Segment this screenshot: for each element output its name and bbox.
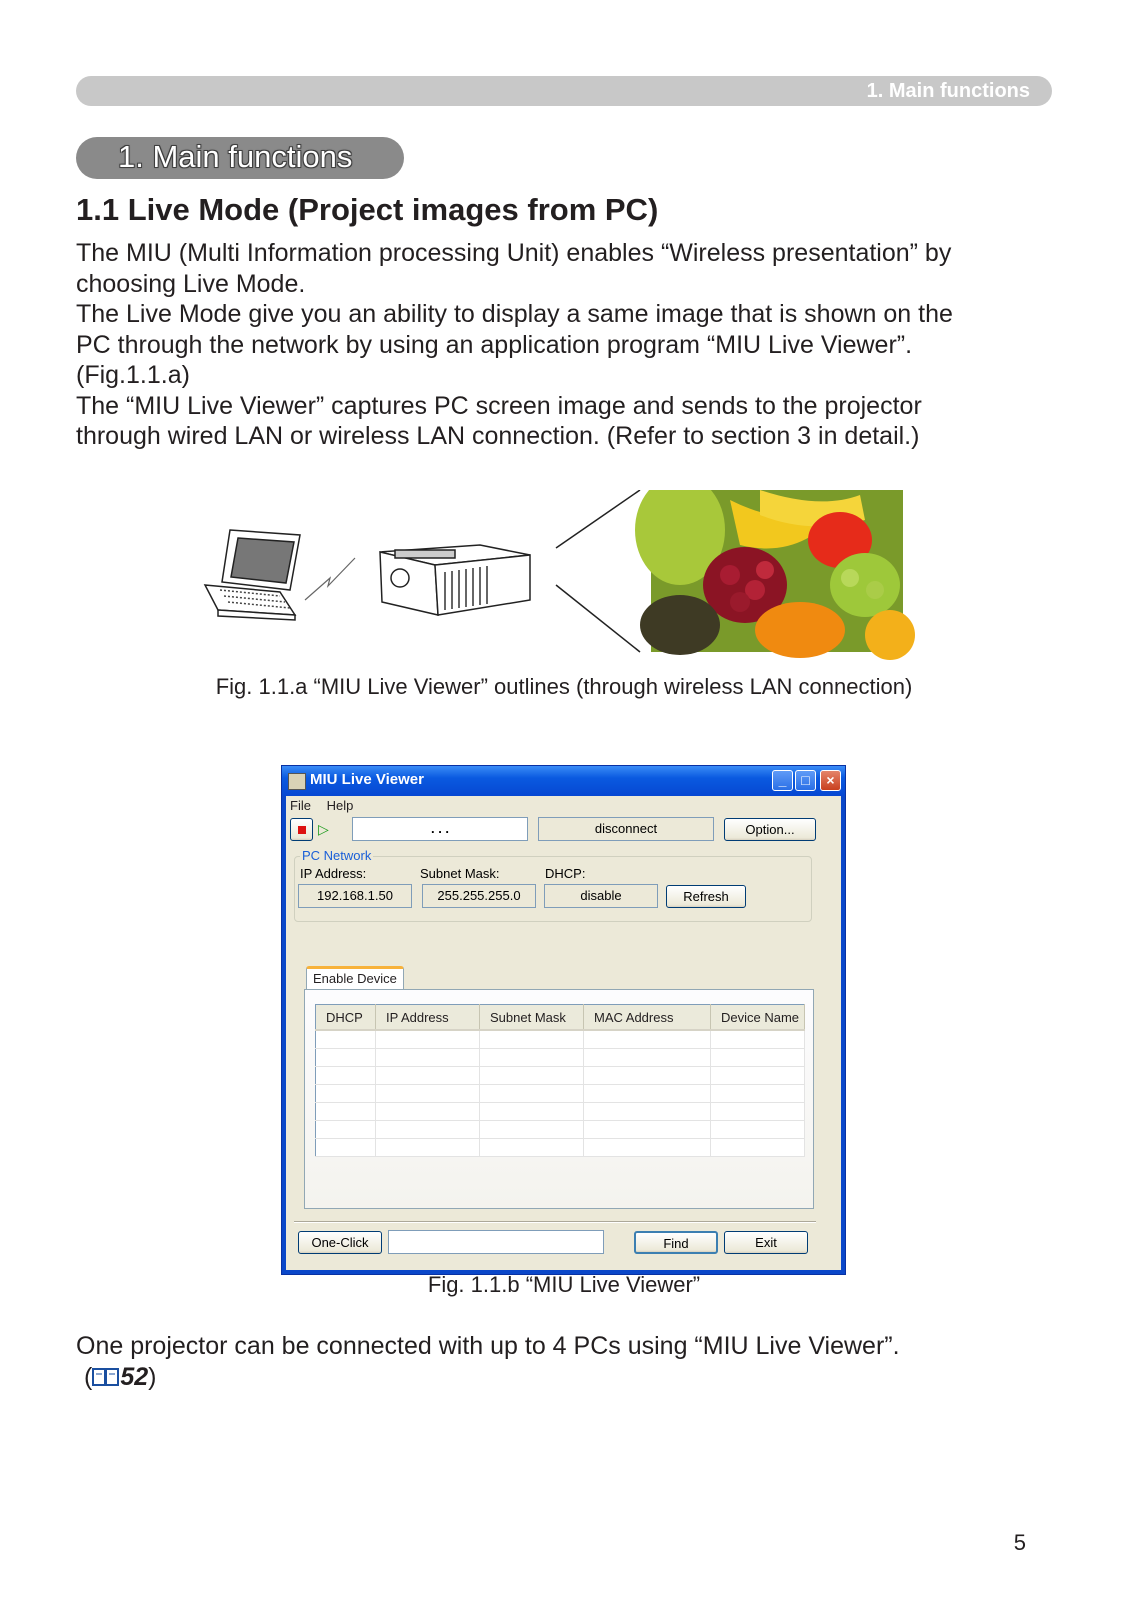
table-row[interactable] [316, 1085, 805, 1103]
projected-fruit-image [635, 490, 915, 660]
enable-device-panel [304, 989, 814, 1209]
play-icon[interactable]: ▷ [318, 821, 329, 837]
body-line: through wired LAN or wireless LAN connection. (Refer to section 3 in detail.) [76, 422, 920, 450]
window-body [286, 796, 841, 1270]
dhcp-value: disable [544, 884, 658, 908]
subnet-mask-value: 255.255.255.0 [422, 884, 536, 908]
body-line: The “MIU Live Viewer” captures PC screen image and sends to the projector [76, 391, 922, 420]
book-icon [92, 1364, 120, 1384]
dhcp-label: DHCP: [545, 866, 586, 881]
page-reference [76, 1362, 1066, 1393]
footer-note [76, 1331, 1066, 1392]
column-header[interactable]: MAC Address [584, 1005, 711, 1031]
table-row[interactable] [316, 1067, 805, 1085]
one-click-button[interactable]: One-Click [298, 1231, 382, 1254]
reference-page[interactable]: 52 [120, 1362, 149, 1391]
projector-icon [380, 545, 530, 615]
column-header[interactable]: DHCP [316, 1005, 376, 1031]
body-line: PC through the network by using an application program “MIU Live Viewer”. [76, 330, 913, 359]
figure-b-caption: Fig. 1.1.b “MIU Live Viewer” [427, 1272, 701, 1297]
miu-live-viewer-window [281, 765, 846, 1275]
one-click-input[interactable] [388, 1230, 604, 1254]
app-icon [288, 773, 306, 790]
page-number: 5 [1013, 1530, 1026, 1555]
body-line: The Live Mode give you an ability to display a same image that is shown on the [76, 300, 953, 328]
pc-network-label: PC Network [302, 848, 372, 863]
option-button[interactable]: Option... [724, 818, 816, 841]
section-label: 1. Main functions [118, 139, 353, 174]
menu-help[interactable]: Help [326, 798, 354, 813]
table-row[interactable] [316, 1139, 805, 1157]
minimize-button[interactable]: _ [772, 770, 793, 791]
live-mode-illustration [200, 490, 930, 670]
footer-note-text: One projector can be connected with up to 4 PCs using “MIU Live Viewer”. [76, 1332, 900, 1360]
column-header[interactable]: Subnet Mask [480, 1005, 584, 1031]
section-label-pill [76, 137, 404, 179]
body-line: (Fig.1.1.a) [76, 361, 190, 389]
connection-status: disconnect [538, 817, 714, 841]
menu-file[interactable]: File [290, 798, 311, 813]
menu-bar [290, 798, 365, 813]
stop-button[interactable] [290, 818, 313, 841]
table-row[interactable] [316, 1103, 805, 1121]
ip-address-input[interactable]: . . . [352, 817, 528, 841]
body-paragraph [76, 238, 1066, 452]
close-button[interactable]: × [820, 770, 841, 791]
table-row[interactable] [316, 1030, 805, 1049]
ip-address-value: 192.168.1.50 [298, 884, 412, 908]
stop-icon [298, 826, 306, 834]
running-header-title: 1. Main functions [866, 80, 1030, 102]
body-line: choosing Live Mode. [76, 269, 306, 298]
reference-close: ) [148, 1362, 157, 1391]
subsection-title: 1.1 Live Mode (Project images from PC) [76, 192, 659, 227]
wireless-signal-icon [305, 558, 355, 600]
figure-a-caption: Fig. 1.1.a “MIU Live Viewer” outlines (through wireless LAN connection) [215, 674, 913, 699]
find-button[interactable]: Find [634, 1231, 718, 1254]
column-header[interactable]: IP Address [376, 1005, 480, 1031]
exit-button[interactable]: Exit [724, 1231, 808, 1254]
tab-enable-device[interactable]: Enable Device [306, 966, 404, 990]
maximize-button[interactable]: □ [795, 770, 816, 791]
device-list[interactable] [315, 1004, 805, 1157]
projection-lines [556, 490, 640, 652]
refresh-button[interactable]: Refresh [666, 885, 746, 908]
running-header-bar [76, 76, 1052, 106]
window-title: MIU Live Viewer [310, 771, 424, 788]
divider [294, 1221, 816, 1223]
window-titlebar[interactable] [282, 766, 845, 796]
table-row[interactable] [316, 1049, 805, 1067]
table-row[interactable] [316, 1121, 805, 1139]
body-line: The MIU (Multi Information processing Unit) enables “Wireless presentation” by [76, 239, 952, 267]
column-header[interactable]: Device Name [711, 1005, 805, 1031]
reference-open: ( [84, 1362, 93, 1391]
laptop-icon [205, 530, 300, 620]
ip-address-label: IP Address: [300, 866, 367, 881]
subnet-mask-label: Subnet Mask: [420, 866, 500, 881]
